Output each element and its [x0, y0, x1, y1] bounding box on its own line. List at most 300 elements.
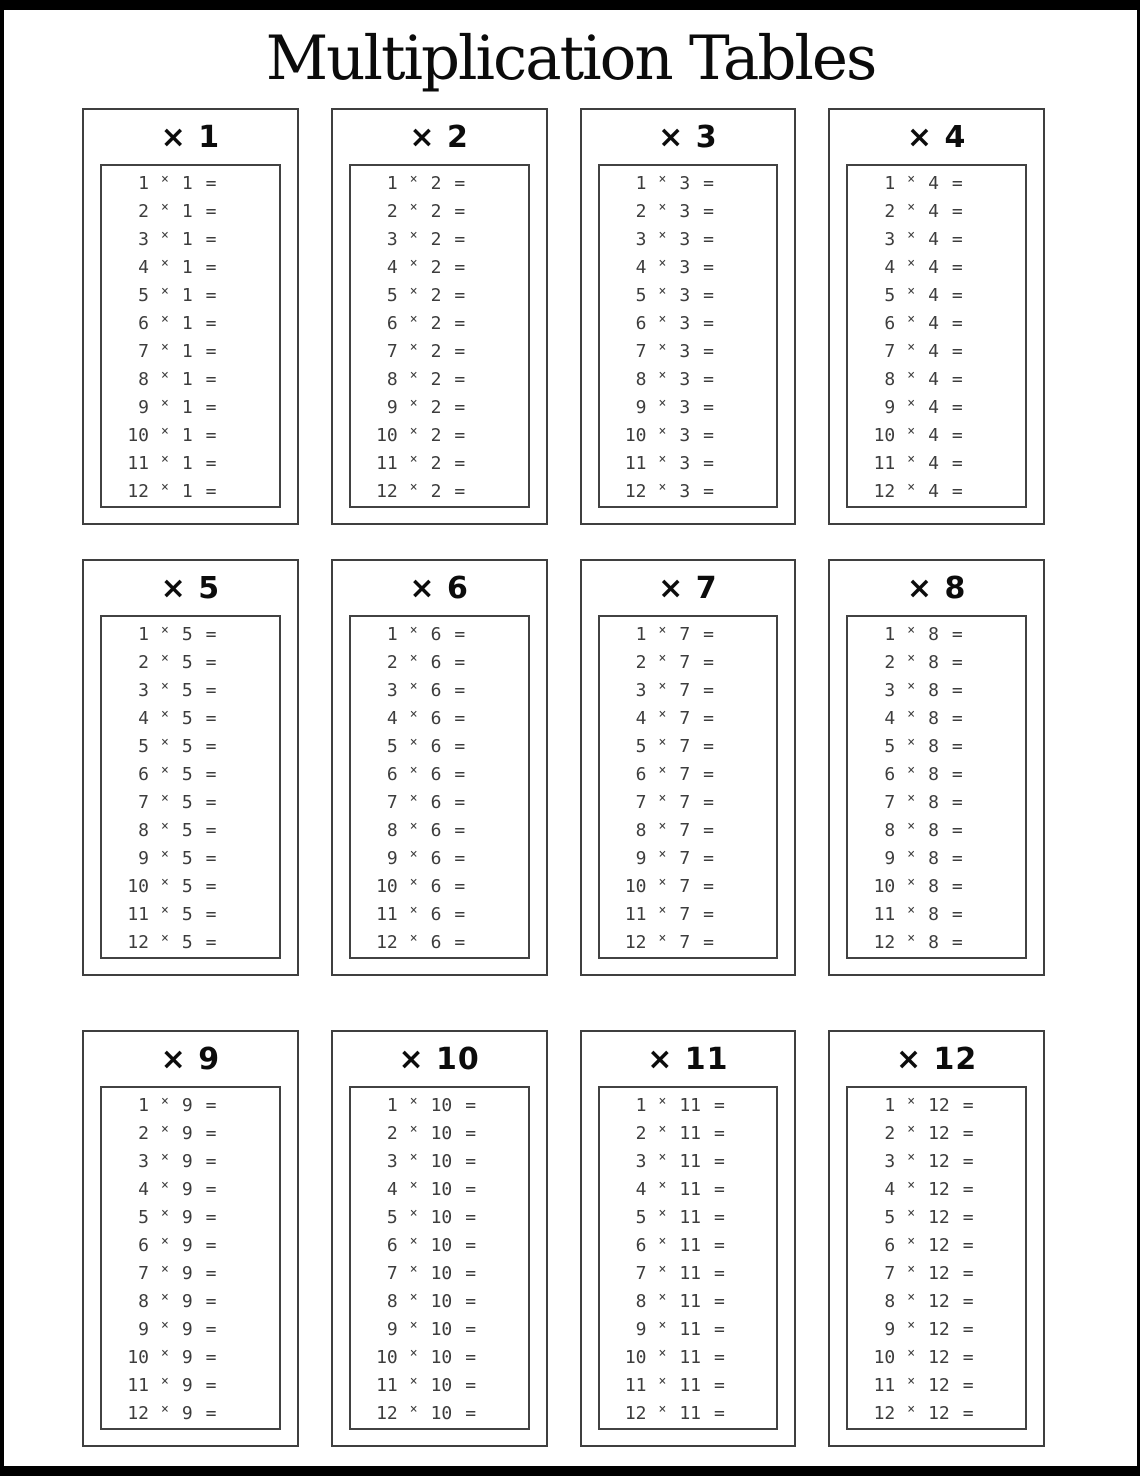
equation-list [846, 164, 1027, 508]
equals-sign: = [962, 1375, 974, 1397]
multiplication-sign: × [409, 340, 418, 356]
equation-row [126, 338, 279, 366]
equals-sign: = [454, 624, 466, 646]
equation-row [872, 817, 1025, 845]
multiplication-sign: × [658, 1234, 667, 1250]
equals-sign: = [454, 341, 466, 363]
equation-row [624, 1092, 777, 1120]
multiplier: 11 [679, 1319, 702, 1341]
multiplicand: 2 [884, 201, 896, 223]
equation-row [624, 761, 777, 789]
card-title: × 11 [647, 1041, 729, 1077]
multiplication-sign: × [658, 312, 667, 328]
multiplier: 7 [679, 652, 691, 674]
multiplication-sign: × [658, 1318, 667, 1334]
multiplication-sign: × [161, 368, 169, 384]
equation-list [598, 615, 779, 959]
equation-row [624, 1232, 777, 1260]
multiplication-sign: × [658, 396, 667, 412]
equals-sign: = [703, 820, 715, 842]
multiplicand: 7 [635, 792, 647, 814]
equation-row [872, 226, 1025, 254]
multiplier: 10 [430, 1319, 453, 1341]
multiplication-sign: × [907, 228, 916, 244]
multiplier: 6 [430, 792, 442, 814]
multiplication-sign: × [907, 452, 916, 468]
multiplier: 6 [430, 652, 442, 674]
multiplicand: 5 [635, 1207, 647, 1229]
equation-row [624, 733, 777, 761]
equals-sign: = [205, 173, 217, 195]
equation-row [624, 198, 777, 226]
equation-row [126, 789, 279, 817]
multiplier: 1 [181, 341, 193, 363]
multiplicand: 7 [138, 1263, 149, 1285]
multiplication-sign: × [409, 1374, 418, 1390]
multiplication-sign: × [161, 1262, 169, 1278]
equals-sign: = [951, 425, 963, 447]
multiplicand: 5 [386, 736, 398, 758]
equals-sign: = [205, 708, 217, 730]
multiplication-sign: × [658, 172, 667, 188]
equation-row [624, 1344, 777, 1372]
equation-row [624, 450, 777, 478]
equation-row [872, 677, 1025, 705]
equation-row [624, 226, 777, 254]
multiplicand: 10 [376, 876, 398, 898]
multiplier: 1 [181, 425, 193, 447]
equals-sign: = [454, 425, 466, 447]
equals-sign: = [454, 397, 466, 419]
multiplicand: 1 [635, 1095, 647, 1117]
multiplier: 1 [181, 313, 193, 335]
multiplier: 10 [430, 1291, 453, 1313]
equation-row [624, 366, 777, 394]
equation-row [375, 1204, 528, 1232]
equation-row [872, 1148, 1025, 1176]
equation-row [375, 1120, 528, 1148]
multiplication-sign: × [907, 340, 916, 356]
equation-row [872, 1372, 1025, 1400]
equals-sign: = [205, 229, 217, 251]
equals-sign: = [951, 932, 963, 954]
multiplier: 7 [679, 680, 691, 702]
multiplicand: 7 [386, 341, 398, 363]
multiplication-card-x11 [580, 1030, 797, 1447]
equals-sign: = [454, 257, 466, 279]
equals-sign: = [951, 201, 963, 223]
multiplication-card-x7 [580, 559, 797, 976]
multiplier: 12 [928, 1291, 950, 1313]
multiplier: 4 [928, 397, 939, 419]
multiplicand: 6 [138, 1235, 149, 1257]
multiplier: 4 [928, 313, 939, 335]
equation-row [624, 845, 777, 873]
multiplicand: 9 [884, 848, 896, 870]
multiplicand: 2 [138, 1123, 149, 1145]
multiplier: 8 [928, 792, 939, 814]
equals-sign: = [205, 1179, 217, 1201]
multiplicand: 7 [635, 1263, 647, 1285]
multiplication-sign: × [161, 623, 169, 639]
equals-sign: = [205, 1207, 217, 1229]
equals-sign: = [205, 425, 217, 447]
equals-sign: = [205, 1403, 217, 1425]
multiplier: 10 [430, 1347, 453, 1369]
multiplication-sign: × [409, 819, 418, 835]
multiplier: 10 [430, 1263, 453, 1285]
equation-row [126, 170, 279, 198]
multiplicand: 3 [138, 229, 149, 251]
equals-sign: = [703, 173, 715, 195]
multiplier: 10 [430, 1235, 453, 1257]
multiplier: 11 [679, 1375, 702, 1397]
multiplication-sign: × [907, 623, 916, 639]
equation-row [375, 901, 528, 929]
equation-row [375, 621, 528, 649]
multiplicand: 5 [386, 285, 398, 307]
equals-sign: = [205, 341, 217, 363]
equation-row [126, 1344, 279, 1372]
equation-row [624, 394, 777, 422]
multiplier: 12 [928, 1319, 950, 1341]
equals-sign: = [714, 1123, 725, 1145]
equation-row [624, 901, 777, 929]
card-title: × 8 [906, 570, 967, 606]
multiplier: 2 [430, 229, 442, 251]
multiplicand: 12 [376, 1403, 398, 1425]
multiplication-sign: × [161, 200, 169, 216]
equation-row [872, 1288, 1025, 1316]
multiplier: 6 [430, 904, 442, 926]
multiplicand: 2 [884, 1123, 896, 1145]
multiplier: 11 [679, 1123, 702, 1145]
multiplicand: 8 [635, 1291, 647, 1313]
equals-sign: = [951, 848, 963, 870]
multiplicand: 5 [884, 736, 896, 758]
multiplicand: 9 [386, 1319, 398, 1341]
equals-sign: = [465, 1347, 477, 1369]
multiplier: 1 [181, 173, 193, 195]
multiplier: 6 [430, 764, 442, 786]
equals-sign: = [703, 369, 715, 391]
multiplication-sign: × [409, 903, 418, 919]
multiplicand: 9 [138, 397, 149, 419]
multiplication-sign: × [658, 931, 667, 947]
equals-sign: = [962, 1319, 974, 1341]
equation-row [872, 1260, 1025, 1288]
equals-sign: = [454, 481, 466, 503]
multiplication-sign: × [161, 424, 169, 440]
equation-row [375, 226, 528, 254]
multiplicand: 4 [138, 1179, 149, 1201]
multiplier: 9 [181, 1123, 193, 1145]
multiplicand: 5 [635, 736, 647, 758]
equation-row [624, 1176, 777, 1204]
multiplier: 6 [430, 820, 442, 842]
multiplicand: 10 [127, 876, 149, 898]
multiplication-sign: × [658, 480, 667, 496]
multiplication-sign: × [161, 1374, 169, 1390]
multiplicand: 7 [635, 341, 647, 363]
multiplier: 12 [928, 1179, 950, 1201]
multiplication-sign: × [907, 791, 916, 807]
equation-row [126, 422, 279, 450]
equation-row [624, 1316, 777, 1344]
multiplicand: 11 [127, 453, 149, 475]
multiplicand: 9 [635, 397, 647, 419]
equation-row [872, 1204, 1025, 1232]
multiplicand: 10 [624, 1347, 647, 1369]
equation-row [375, 929, 528, 957]
multiplicand: 3 [884, 1151, 896, 1173]
worksheet-title: Multiplication Tables [265, 23, 876, 94]
equation-row [375, 254, 528, 282]
multiplier: 11 [679, 1403, 702, 1425]
equals-sign: = [205, 1347, 217, 1369]
equals-sign: = [205, 1123, 217, 1145]
multiplicand: 10 [127, 425, 149, 447]
multiplier: 9 [181, 1291, 193, 1313]
multiplication-sign: × [161, 735, 169, 751]
equals-sign: = [454, 848, 466, 870]
multiplication-sign: × [161, 1234, 169, 1250]
equation-row [126, 254, 279, 282]
equals-sign: = [951, 708, 963, 730]
equals-sign: = [205, 904, 217, 926]
multiplication-sign: × [409, 763, 418, 779]
equals-sign: = [951, 313, 963, 335]
equals-sign: = [714, 1347, 725, 1369]
multiplicand: 4 [386, 708, 398, 730]
equation-row [872, 1232, 1025, 1260]
multiplier: 8 [928, 820, 939, 842]
equation-row [872, 761, 1025, 789]
multiplier: 8 [928, 736, 939, 758]
equals-sign: = [205, 201, 217, 223]
multiplier: 3 [679, 313, 691, 335]
card-title: × 7 [658, 570, 718, 606]
equation-row [375, 366, 528, 394]
multiplicand: 2 [386, 201, 398, 223]
equals-sign: = [205, 1319, 217, 1341]
multiplier: 1 [181, 369, 193, 391]
multiplicand: 7 [386, 1263, 398, 1285]
multiplication-sign: × [658, 452, 667, 468]
multiplication-sign: × [409, 931, 418, 947]
multiplication-sign: × [409, 1318, 418, 1334]
equation-row [126, 1148, 279, 1176]
multiplier: 1 [181, 201, 193, 223]
cards-grid [4, 108, 1137, 1447]
equals-sign: = [205, 736, 217, 758]
multiplication-sign: × [409, 1150, 418, 1166]
multiplier: 3 [679, 369, 691, 391]
multiplier: 9 [181, 1403, 193, 1425]
multiplier: 2 [430, 341, 442, 363]
multiplication-sign: × [907, 1122, 916, 1138]
equation-row [126, 1260, 279, 1288]
equals-sign: = [465, 1403, 477, 1425]
equals-sign: = [454, 453, 466, 475]
equals-sign: = [714, 1291, 725, 1313]
multiplication-card-x3 [580, 108, 797, 525]
equation-row [624, 1372, 777, 1400]
multiplicand: 5 [138, 1207, 149, 1229]
multiplicand: 11 [127, 904, 149, 926]
equals-sign: = [454, 820, 466, 842]
equation-row [375, 1260, 528, 1288]
multiplicand: 12 [624, 932, 647, 954]
equals-sign: = [703, 397, 715, 419]
multiplier: 11 [679, 1151, 702, 1173]
equation-row [126, 1120, 279, 1148]
multiplicand: 7 [884, 1263, 896, 1285]
equation-row [624, 1120, 777, 1148]
equals-sign: = [962, 1263, 974, 1285]
equation-row [126, 1288, 279, 1316]
multiplier: 3 [679, 229, 691, 251]
multiplicand: 10 [376, 1347, 398, 1369]
multiplication-sign: × [907, 763, 916, 779]
multiplication-sign: × [907, 312, 916, 328]
equals-sign: = [951, 652, 963, 674]
equation-row [624, 1204, 777, 1232]
equation-row [126, 1400, 279, 1428]
multiplicand: 11 [624, 453, 647, 475]
equals-sign: = [714, 1319, 725, 1341]
card-title: × 5 [160, 570, 221, 606]
multiplication-sign: × [658, 1346, 667, 1362]
multiplier: 7 [679, 848, 691, 870]
equals-sign: = [454, 173, 466, 195]
equation-row [624, 338, 777, 366]
multiplicand: 8 [386, 820, 398, 842]
equals-sign: = [205, 1291, 217, 1313]
equation-row [624, 705, 777, 733]
equals-sign: = [205, 764, 217, 786]
equals-sign: = [714, 1235, 725, 1257]
equation-row [375, 845, 528, 873]
equals-sign: = [951, 285, 963, 307]
multiplication-sign: × [907, 480, 916, 496]
equation-row [126, 677, 279, 705]
equation-row [126, 1232, 279, 1260]
equals-sign: = [454, 285, 466, 307]
multiplicand: 8 [386, 369, 398, 391]
multiplier: 12 [928, 1235, 950, 1257]
equals-sign: = [465, 1151, 477, 1173]
equation-row [624, 170, 777, 198]
multiplier: 11 [679, 1179, 702, 1201]
multiplicand: 3 [138, 1151, 149, 1173]
equation-row [872, 1120, 1025, 1148]
multiplicand: 3 [884, 680, 896, 702]
equals-sign: = [205, 624, 217, 646]
multiplication-sign: × [658, 903, 667, 919]
multiplier: 3 [679, 453, 691, 475]
equation-row [126, 1204, 279, 1232]
multiplicand: 9 [635, 848, 647, 870]
multiplicand: 1 [884, 624, 896, 646]
multiplier: 4 [928, 257, 939, 279]
equals-sign: = [714, 1095, 725, 1117]
equation-row [872, 394, 1025, 422]
multiplier: 8 [928, 652, 939, 674]
multiplication-sign: × [658, 763, 667, 779]
equals-sign: = [465, 1207, 477, 1229]
multiplication-sign: × [907, 200, 916, 216]
equals-sign: = [465, 1235, 477, 1257]
multiplicand: 11 [873, 1375, 896, 1397]
multiplication-sign: × [907, 256, 916, 272]
equals-sign: = [205, 481, 217, 503]
multiplier: 1 [181, 397, 193, 419]
equation-row [624, 929, 777, 957]
equals-sign: = [951, 680, 963, 702]
multiplier: 8 [928, 764, 939, 786]
multiplication-sign: × [161, 1206, 169, 1222]
multiplication-card-x10 [331, 1030, 548, 1447]
multiplication-sign: × [658, 200, 667, 216]
multiplication-card-x6 [331, 559, 548, 976]
equals-sign: = [703, 904, 715, 926]
equation-row [126, 282, 279, 310]
multiplier: 11 [679, 1235, 702, 1257]
multiplicand: 6 [138, 764, 149, 786]
multiplication-sign: × [161, 256, 169, 272]
equation-row [624, 621, 777, 649]
equation-row [126, 733, 279, 761]
equals-sign: = [951, 736, 963, 758]
equals-sign: = [951, 341, 963, 363]
multiplicand: 10 [624, 876, 647, 898]
equation-row [375, 1288, 528, 1316]
equation-row [872, 845, 1025, 873]
multiplication-sign: × [907, 1234, 916, 1250]
multiplication-sign: × [409, 312, 418, 328]
multiplication-sign: × [658, 256, 667, 272]
multiplier: 8 [928, 932, 939, 954]
multiplier: 5 [181, 736, 193, 758]
equals-sign: = [962, 1095, 974, 1117]
multiplicand: 9 [635, 1319, 647, 1341]
multiplier: 12 [928, 1207, 950, 1229]
equals-sign: = [951, 229, 963, 251]
multiplicand: 12 [376, 932, 398, 954]
equation-row [872, 366, 1025, 394]
multiplication-sign: × [907, 1402, 916, 1418]
multiplier: 10 [430, 1095, 453, 1117]
multiplicand: 2 [386, 1123, 398, 1145]
multiplication-sign: × [907, 651, 916, 667]
multiplicand: 11 [127, 1375, 149, 1397]
equation-row [375, 761, 528, 789]
equals-sign: = [454, 313, 466, 335]
equation-row [126, 1092, 279, 1120]
multiplicand: 12 [873, 1403, 896, 1425]
multiplication-sign: × [658, 735, 667, 751]
equals-sign: = [703, 708, 715, 730]
multiplier: 6 [430, 932, 442, 954]
equals-sign: = [205, 876, 217, 898]
multiplication-card-x4 [828, 108, 1045, 525]
equation-row [126, 1372, 279, 1400]
equation-row [375, 733, 528, 761]
multiplication-sign: × [161, 396, 169, 412]
equals-sign: = [465, 1263, 477, 1285]
multiplication-sign: × [907, 1178, 916, 1194]
